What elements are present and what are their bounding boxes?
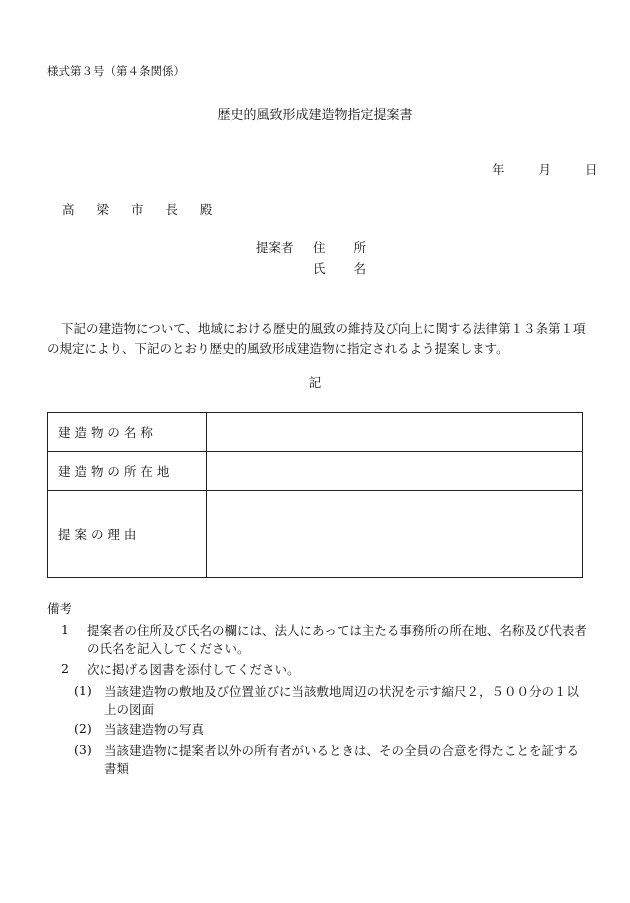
body-text — [47, 319, 587, 359]
document-title: 歴史的風致形成建造物指定提案書 — [217, 108, 413, 123]
proposer-label: 提案者 — [256, 240, 294, 255]
date-year: 年 — [492, 162, 505, 177]
table-row — [48, 452, 583, 491]
proposal-reason-label: 提 案 の 理 由 — [48, 491, 207, 578]
subnote-1-number: (1) — [74, 683, 92, 698]
building-location-field[interactable] — [207, 452, 583, 491]
ki-label: 記 — [308, 375, 322, 390]
building-name-field[interactable] — [207, 413, 583, 452]
date-line — [492, 162, 598, 178]
addressee: 高 梁 市 長 殿 — [62, 202, 222, 217]
building-location-label: 建 造 物 の 所 在 地 — [48, 452, 207, 491]
note-1-number: 1 — [61, 622, 69, 637]
note-2-text: 次に掲げる図書を添付してください。 — [87, 662, 300, 677]
proposer-name-label: 氏 名 — [313, 261, 378, 276]
date-month: 月 — [538, 162, 552, 177]
subnote-3-text: 当該建造物に提案者以外の所有者がいるときは、その全員の合意を得たことを証する書類 — [104, 743, 580, 776]
subnote-1-text: 当該建造物の敷地及び位置並びに当該敷地周辺の状況を示す縮尺２，５００分の１以上の図面 — [104, 684, 580, 717]
notes-title: 備考 — [47, 601, 73, 616]
body-text-content: 下記の建造物について、地域における歴史的風致の維持及び向上に関する法律第１３条第１項の規定により、下記のとおり歴史的風致形成建造物に指定されるよう提案します。 — [47, 321, 586, 356]
proposal-reason-field[interactable] — [207, 491, 583, 578]
proposer-address-label: 住 所 — [313, 240, 378, 255]
date-day: 日 — [585, 162, 598, 177]
subnote-3-number: (3) — [74, 742, 92, 757]
building-name-label: 建 造 物 の 名 称 — [48, 413, 207, 452]
subnote-2-number: (2) — [74, 721, 92, 736]
note-1-text: 提案者の住所及び氏名の欄には、法人にあっては主たる事務所の所在地、名称及び代表者の氏名を記入してください。 — [87, 623, 587, 656]
table-row — [48, 491, 583, 578]
building-info-table — [47, 412, 583, 578]
table-row — [48, 413, 583, 452]
note-2-number: 2 — [61, 661, 69, 676]
form-number: 様式第３号（第４条関係） — [47, 64, 185, 78]
subnote-2-text: 当該建造物の写真 — [104, 722, 205, 737]
